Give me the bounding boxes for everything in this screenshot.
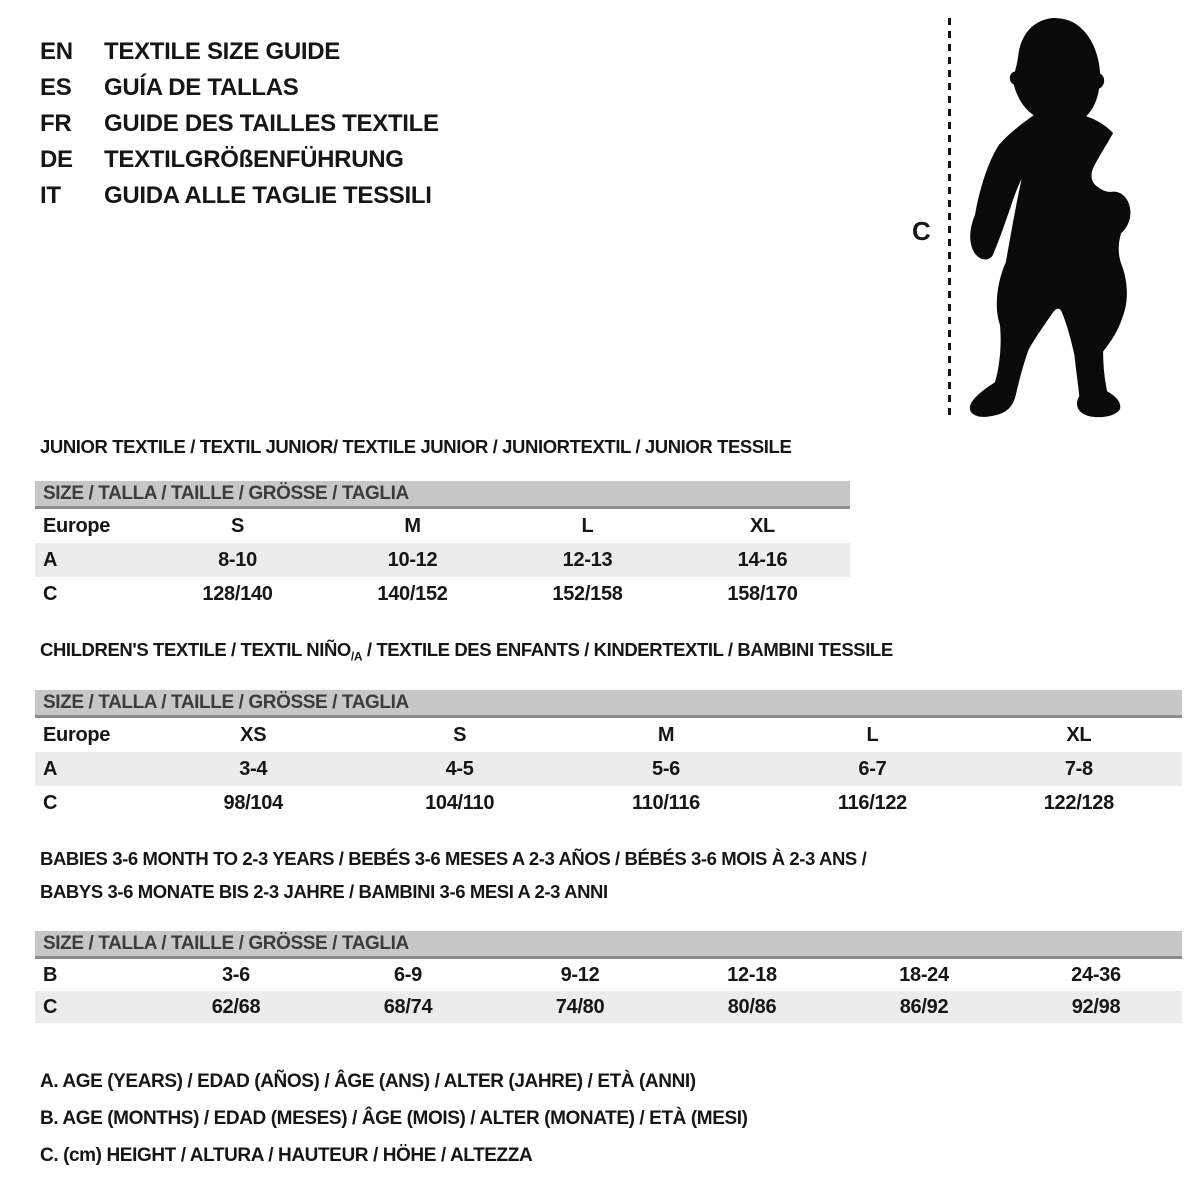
legend-line-c: C. (cm) HEIGHT / ALTURA / HAUTEUR / HÖHE / ALTEZZA: [40, 1145, 533, 1166]
age-cell: 18-24: [899, 963, 949, 986]
size-cell: M: [404, 514, 421, 537]
legend-line-a: A. AGE (YEARS) / EDAD (AÑOS) / ÂGE (ANS) / ALTER (JAHRE) / ETÀ (ANNI): [40, 1071, 696, 1092]
guide-title: TEXTILGRÖßENFÜHRUNG: [104, 146, 404, 173]
size-cell: L: [866, 723, 879, 746]
language-code: DE: [40, 146, 73, 173]
section-title-junior: JUNIOR TEXTILE / TEXTIL JUNIOR/ TEXTILE JUNIOR / JUNIORTEXTIL / JUNIOR TESSILE: [40, 436, 792, 457]
row-label: C: [43, 582, 58, 605]
age-cell: 10-12: [387, 548, 438, 571]
legend: [40, 1070, 748, 1181]
section-title-subscript: /A: [350, 649, 363, 664]
table-row-europe: [35, 718, 1182, 752]
age-cell: 9-12: [560, 963, 600, 986]
guide-title: GUIDA ALLE TAGLIE TESSILI: [104, 182, 432, 209]
language-row-fr: [40, 106, 439, 142]
row-label: B: [43, 963, 58, 986]
age-cell: 8-10: [218, 548, 257, 571]
table-row-age: [35, 752, 1182, 786]
section-title-text: CHILDREN'S TEXTILE / TEXTIL NIÑO: [40, 639, 351, 660]
age-cell: 3-4: [239, 757, 268, 780]
table-row-age-months: [35, 959, 1182, 991]
children-size-table: [35, 690, 1182, 820]
row-label: Europe: [43, 514, 111, 537]
legend-line-b: B. AGE (MONTHS) / EDAD (MESES) / ÂGE (MOIS) / ALTER (MONATE) / ETÀ (MESI): [40, 1108, 748, 1129]
age-cell: 12-18: [727, 963, 777, 986]
age-cell: 6-9: [393, 963, 422, 986]
language-title-list: [40, 34, 439, 214]
size-header-bar: SIZE / TALLA / TAILLE / GRÖSSE / TAGLIA: [35, 931, 1182, 959]
age-cell: 24-36: [1071, 963, 1121, 986]
language-row-de: [40, 142, 439, 178]
size-cell: XL: [750, 514, 775, 537]
height-cell: 68/74: [383, 995, 433, 1018]
size-cell: S: [453, 723, 467, 746]
section-title-babies-line1: BABIES 3-6 MONTH TO 2-3 YEARS / BEBÉS 3-6 MESES A 2-3 AÑOS / BÉBÉS 3-6 MOIS À 2-3 ANS /: [40, 848, 867, 869]
height-cell: 152/158: [552, 582, 623, 605]
language-code: FR: [40, 110, 72, 137]
section-title-text: / TEXTILE DES ENFANTS / KINDERTEXTIL / BAMBINI TESSILE: [362, 639, 893, 660]
language-row-it: [40, 178, 439, 214]
height-cell: 62/68: [211, 995, 261, 1018]
height-measure-line-icon: [948, 18, 951, 415]
height-cell: 80/86: [727, 995, 777, 1018]
size-header-bar: SIZE / TALLA / TAILLE / GRÖSSE / TAGLIA: [35, 690, 1182, 718]
guide-title: GUÍA DE TALLAS: [104, 74, 299, 101]
height-cell: 140/152: [377, 582, 448, 605]
height-cell: 86/92: [899, 995, 949, 1018]
table-row-height: [35, 577, 850, 611]
height-cell: 128/140: [202, 582, 273, 605]
language-code: IT: [40, 182, 61, 209]
table-row-europe: [35, 509, 850, 543]
height-cell: 74/80: [555, 995, 605, 1018]
size-cell: XS: [240, 723, 267, 746]
guide-title: GUIDE DES TAILLES TEXTILE: [104, 110, 439, 137]
height-measure-label: C: [912, 216, 931, 246]
language-code: ES: [40, 74, 72, 101]
table-row-height: [35, 786, 1182, 820]
height-cell: 104/110: [425, 791, 495, 814]
age-cell: 3-6: [221, 963, 250, 986]
age-cell: 5-6: [652, 757, 681, 780]
size-cell: M: [657, 723, 675, 746]
row-label: C: [43, 995, 58, 1018]
size-cell: S: [230, 514, 245, 537]
guide-title: TEXTILE SIZE GUIDE: [104, 38, 340, 65]
section-title-children: [40, 639, 893, 664]
table-row-height: [35, 991, 1182, 1023]
row-label: Europe: [43, 723, 111, 746]
row-label: A: [43, 548, 58, 571]
age-cell: 6-7: [858, 757, 887, 780]
language-row-en: [40, 34, 439, 70]
size-header-bar: SIZE / TALLA / TAILLE / GRÖSSE / TAGLIA: [35, 481, 850, 509]
height-cell: 122/128: [1043, 791, 1114, 814]
row-label: C: [43, 791, 58, 814]
table-row-age: [35, 543, 850, 577]
babies-size-table: [35, 931, 1182, 1023]
age-cell: 12-13: [562, 548, 613, 571]
height-cell: 92/98: [1071, 995, 1121, 1018]
size-cell: L: [581, 514, 594, 537]
junior-size-table: [35, 481, 850, 611]
section-title-babies-line2: BABYS 3-6 MONATE BIS 2-3 JAHRE / BAMBINI 3-6 MESI A 2-3 ANNI: [40, 881, 608, 902]
age-cell: 14-16: [737, 548, 788, 571]
age-cell: 7-8: [1064, 757, 1093, 780]
height-cell: 116/122: [837, 791, 907, 814]
age-cell: 4-5: [445, 757, 474, 780]
row-label: A: [43, 757, 58, 780]
language-code: EN: [40, 38, 73, 65]
size-cell: XL: [1066, 723, 1092, 746]
height-cell: 158/170: [727, 582, 798, 605]
height-cell: 110/116: [632, 791, 701, 814]
height-cell: 98/104: [223, 791, 283, 814]
toddler-silhouette-icon: [963, 16, 1141, 418]
language-row-es: [40, 70, 439, 106]
